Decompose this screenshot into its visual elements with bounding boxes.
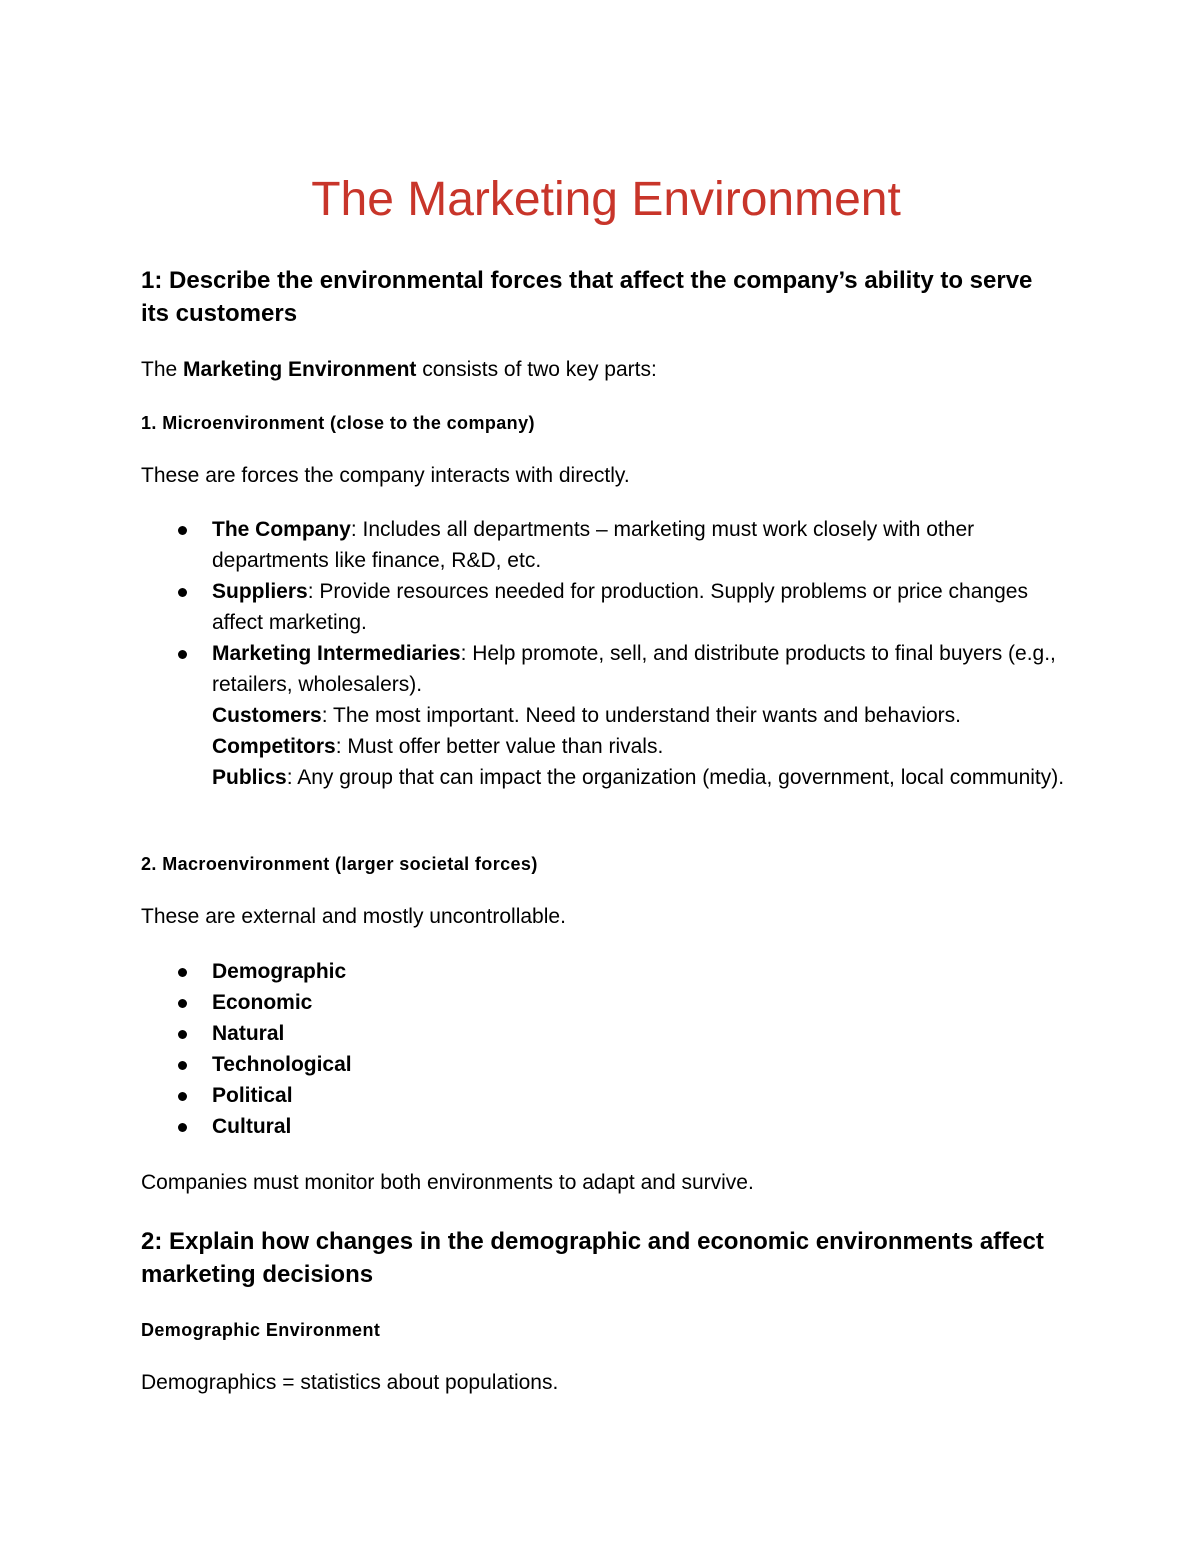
macroenvironment-heading: 2. Macroenvironment (larger societal forces) (141, 854, 538, 874)
list-item (141, 576, 1081, 638)
list-item-term: Political (212, 1084, 293, 1107)
intro-pre: The (141, 358, 184, 381)
list-item (141, 514, 1081, 576)
bullet-icon (178, 1061, 187, 1070)
list-item-text: : Provide resources needed for production. Supply problems or price changes affect marketing. (212, 580, 1028, 634)
bullet-icon (178, 526, 187, 535)
macroenvironment-list (141, 956, 1081, 1142)
intro-term: Marketing Environment (183, 358, 417, 381)
bullet-icon (178, 1030, 187, 1039)
bullet-icon (178, 588, 187, 597)
demographic-description: Demographics = statistics about populations. (141, 1371, 559, 1394)
microenvironment-heading: 1. Microenvironment (close to the company) (141, 413, 535, 433)
list-item-term: The Company (212, 518, 351, 541)
list-item-term: Suppliers (212, 580, 308, 603)
bullet-icon (178, 968, 187, 977)
bullet-icon (178, 1092, 187, 1101)
macroenvironment-description: These are external and mostly uncontrollable. (141, 905, 566, 928)
bullet-icon (178, 1123, 187, 1132)
list-item-text: : Must offer better value than rivals. (335, 735, 664, 758)
list-item-term: Economic (212, 991, 313, 1014)
list-item-term: Natural (212, 1022, 285, 1045)
list-item-term: Demographic (212, 960, 347, 983)
intro-paragraph (141, 354, 1081, 385)
list-item-text: : Includes all departments – marketing must work closely with other departments like finance, R&D, etc. (212, 518, 975, 572)
list-item-term: Publics (212, 766, 287, 789)
microenvironment-list (141, 514, 1081, 793)
list-item (141, 1049, 1081, 1080)
list-item (141, 1111, 1081, 1142)
microenvironment-description: These are forces the company interacts with directly. (141, 464, 630, 487)
list-item-term: Technological (212, 1053, 352, 1076)
list-item-term: Competitors (212, 735, 336, 758)
intro-post: consists of two key parts: (416, 358, 657, 381)
page-title: The Marketing Environment (311, 173, 901, 226)
list-item-term: Customers (212, 704, 322, 727)
list-item (141, 1018, 1081, 1049)
demographic-environment-heading: Demographic Environment (141, 1320, 381, 1340)
bullet-icon (178, 650, 187, 659)
list-item (141, 956, 1081, 987)
bullet-icon (178, 999, 187, 1008)
list-item (141, 638, 1081, 793)
list-item-term: Marketing Intermediaries (212, 642, 461, 665)
list-item-text: : Any group that can impact the organization (media, government, local community). (286, 766, 1065, 789)
conclusion-paragraph: Companies must monitor both environments to adapt and survive. (141, 1171, 754, 1194)
question-2-heading: 2: Explain how changes in the demographic and economic environments affect marketing decisions (141, 1228, 1044, 1288)
list-item (141, 987, 1081, 1018)
question-1-heading: 1: Describe the environmental forces that affect the company’s ability to serve its customers (141, 267, 1033, 327)
list-item-text: : The most important. Need to understand their wants and behaviors. (321, 704, 962, 727)
list-item-text: : Help promote, sell, and distribute products to final buyers (e.g., retailers, wholesalers). (212, 642, 1056, 696)
list-item-term: Cultural (212, 1115, 292, 1138)
list-item (141, 1080, 1081, 1111)
